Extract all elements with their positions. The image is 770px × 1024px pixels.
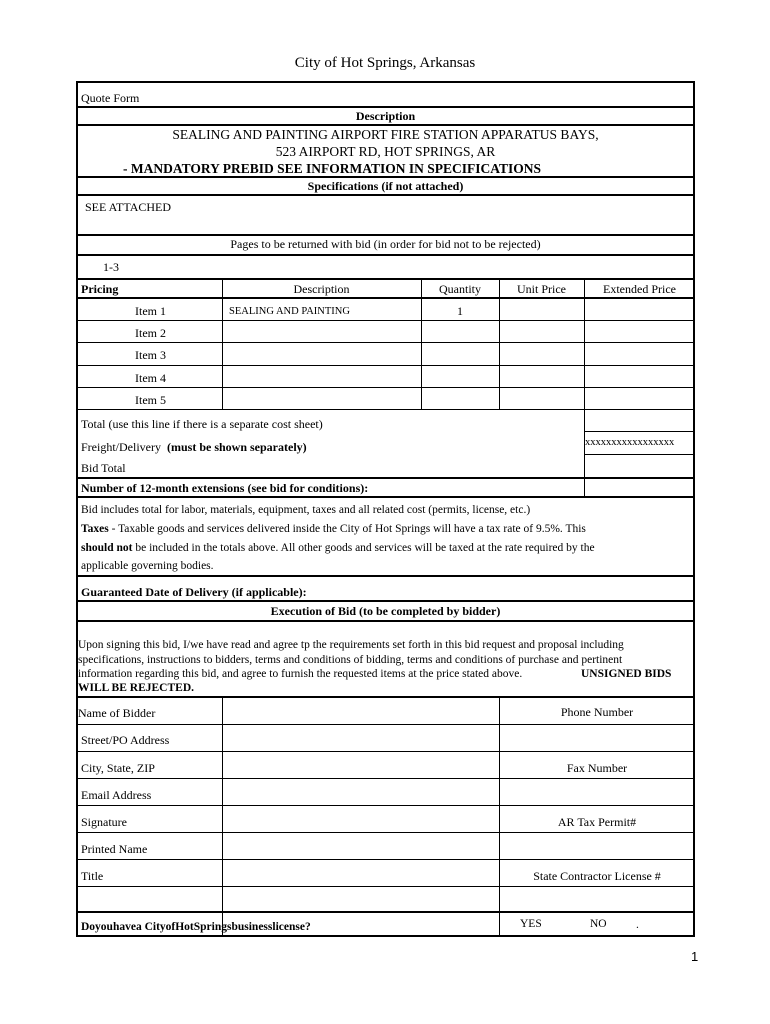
trailing-dot: . [636, 919, 639, 931]
city-field[interactable] [223, 752, 498, 778]
divider [76, 194, 695, 196]
yes-option[interactable]: YES [520, 918, 542, 930]
specifications-heading: Specifications (if not attached) [307, 179, 464, 193]
name-of-bidder-field[interactable] [223, 698, 498, 724]
should-not: should not [81, 542, 133, 554]
title-label: Title [81, 869, 104, 883]
execution-heading: Execution of Bid (to be completed by bidder) [270, 604, 501, 618]
divider [76, 477, 695, 479]
notes-line-3: be included in the totals above. All other goods and services will be taxed at the rate required by the [132, 542, 595, 554]
row-line [584, 431, 695, 432]
divider [76, 496, 695, 498]
notes-line-4: applicable governing bodies. [81, 560, 214, 572]
description-heading: Description [355, 109, 416, 123]
divider [76, 176, 695, 178]
email-field[interactable] [223, 779, 498, 805]
quote-form-label: Quote Form [81, 91, 140, 105]
freight-label: Freight/Delivery [81, 440, 161, 454]
item-1-quantity: 1 [457, 304, 463, 318]
row-line [76, 387, 695, 388]
item-5-name: Item 5 [135, 393, 166, 407]
item-1-description: SEALING AND PAINTING [229, 306, 350, 317]
row-line [76, 365, 695, 366]
col-extended-price: Extended Price [603, 282, 676, 296]
item-3-name: Item 3 [135, 348, 166, 362]
col-quantity: Quantity [439, 282, 481, 296]
street-field[interactable] [223, 725, 498, 751]
fax-label: Fax Number [566, 761, 628, 775]
divider [76, 234, 695, 236]
divider [76, 600, 695, 602]
phone-field[interactable] [500, 725, 694, 751]
total-label: Total (use this line if there is a separate cost sheet) [81, 417, 323, 431]
street-label: Street/PO Address [81, 733, 170, 747]
col-unit-price: Unit Price [517, 282, 566, 296]
row-line [76, 320, 695, 321]
contractor-license-label: State Contractor License # [533, 869, 661, 883]
row-line [584, 454, 695, 455]
page-number: 1 [691, 949, 699, 964]
freight-value: xxxxxxxxxxxxxxxxx [585, 437, 675, 448]
signature-label: Signature [81, 815, 127, 829]
description-line-2: 523 AIRPORT RD, HOT SPRINGS, AR [275, 144, 496, 159]
execution-line-2: specifications, instructions to bidders, terms and conditions of bidding, terms and conditions of purchase and pertinent [78, 654, 623, 666]
col-line [584, 279, 585, 498]
row-line [76, 409, 695, 410]
notes-line-1: Bid includes total for labor, materials, equipment, taxes and all related cost (permits, license, etc.) [81, 504, 531, 516]
pages-value: 1-3 [103, 260, 119, 274]
delivery-label: Guaranteed Date of Delivery (if applicable): [81, 585, 307, 599]
description-line-3: - MANDATORY PREBID SEE INFORMATION IN SPECIFICATIONS [123, 161, 542, 176]
execution-line-3: information regarding this bid, and agree to furnish the requested items at the price stated above. [78, 668, 523, 680]
col-line [421, 279, 422, 410]
col-line [499, 279, 500, 410]
row-line [76, 342, 695, 343]
description-line-1: SEALING AND PAINTING AIRPORT FIRE STATION APPARATUS BAYS, [172, 127, 599, 142]
no-option[interactable]: NO [590, 918, 607, 930]
col-description: Description [293, 282, 350, 296]
divider [76, 575, 695, 577]
unsigned-line-1: UNSIGNED BIDS [581, 668, 672, 680]
email-label: Email Address [81, 788, 152, 802]
divider [76, 911, 695, 913]
unsigned-line-2: WILL BE REJECTED. [78, 682, 194, 694]
extensions-label: Number of 12-month extensions (see bid for conditions): [81, 481, 369, 495]
divider [76, 620, 695, 622]
specifications-value: SEE ATTACHED [85, 200, 172, 214]
printed-name-field[interactable] [223, 833, 498, 859]
col-line [222, 279, 223, 410]
name-of-bidder-label: Name of Bidder [78, 706, 156, 720]
pricing-label: Pricing [81, 282, 119, 296]
item-4-name: Item 4 [135, 371, 166, 385]
freight-note: (must be shown separately) [167, 440, 307, 454]
item-1-name: Item 1 [135, 304, 166, 318]
title-field[interactable] [223, 860, 498, 886]
divider [76, 254, 695, 256]
divider [76, 106, 695, 108]
phone-label: Phone Number [560, 705, 634, 719]
signature-field[interactable] [223, 806, 498, 832]
taxes-label: Taxes [81, 523, 109, 535]
divider [76, 297, 695, 299]
notes-line-2: - Taxable goods and services delivered inside the City of Hot Springs will have a tax rate of 9.5%. This [108, 523, 586, 535]
city-label: City, State, ZIP [81, 761, 155, 775]
page-title: City of Hot Springs, Arkansas [294, 55, 476, 71]
business-license-question: Doyouhavea CityofHotSpringsbusinesslicense? [81, 921, 311, 933]
pages-heading: Pages to be returned with bid (in order for bid not to be rejected) [230, 237, 541, 251]
contractor-license-field[interactable] [500, 887, 694, 911]
bid-total-label: Bid Total [81, 461, 126, 475]
tax-permit-field[interactable] [500, 833, 694, 859]
divider [76, 124, 695, 126]
printed-name-label: Printed Name [81, 842, 148, 856]
execution-line-1: Upon signing this bid, I/we have read and agree tp the requirements set forth in this bid request and proposal including [78, 639, 624, 651]
item-2-name: Item 2 [135, 326, 166, 340]
fax-field[interactable] [500, 779, 694, 805]
tax-permit-label: AR Tax Permit# [557, 815, 637, 829]
divider [76, 278, 695, 280]
